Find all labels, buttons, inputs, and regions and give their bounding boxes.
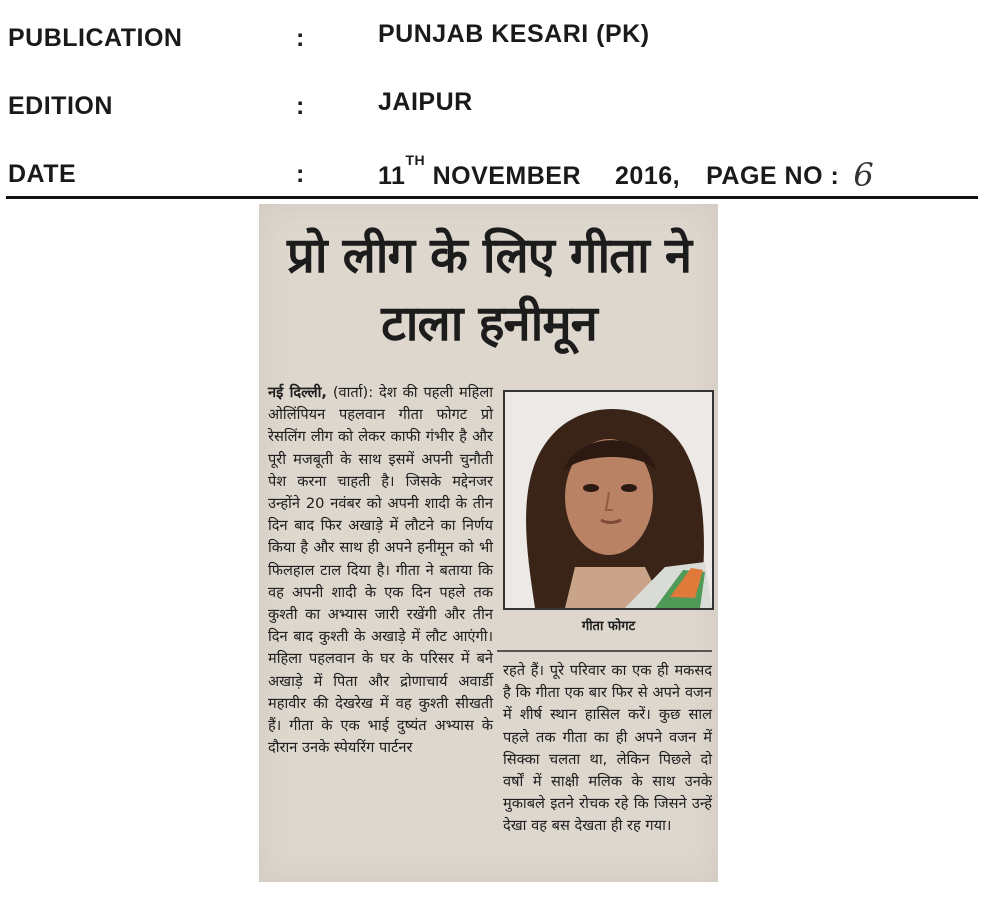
date-row bbox=[0, 154, 1007, 194]
article-body-left: देश की पहली महिला ओलिंपियन पहलवान गीता फोगट प्रो रेसलिंग लीग को लेकर काफी गंभीर है और पूरी मजबूती के साथ इसमें अपनी चुनौती पेश करना चाहती है। जिसके मद्देनजर उन्होंने 20 नवंबर को अपनी शादी के तीन दिन बाद फिर अखाड़े में लौटने का निर्णय किया है और साथ ही अपने हनीमून को भी फिलहाल टाल दिया है। गीता ने बताया कि वह अपनी शादी के एक दिन पहले तक कुश्ती का अभ्यास जारी रखेंगी और तीन दिन बाद कुश्ती के अखाड़े में लौट आएंगी। महिला पहलवान के घर के परिसर में बने अखाड़े में पिता और द्रोणाचार्य अवार्डी महावीर की देखरेख में वह कुश्ती सीखती हैं। गीता के एक भाई दुष्यंत अभ्यास के दौरान उनके स्पेयरिंग पार्टनर bbox=[268, 384, 493, 757]
date-month: NOVEMBER bbox=[432, 162, 582, 190]
portrait-image bbox=[505, 392, 712, 608]
article-dateline: नई दिल्ली, bbox=[268, 384, 327, 401]
publication-value: PUNJAB KESARI (PK) bbox=[378, 20, 650, 48]
publication-row bbox=[0, 20, 1007, 60]
article-column-right: रहते हैं। पूरे परिवार का एक ही मकसद है कि गीता एक बार फिर से अपने वजन में शीर्ष स्थान हासिल करें। कुछ साल पहले तक गीता का ही अपने वजन में सिक्का चलता था, लेकिन पिछले दो वर्षों में साक्षी मलिक के साथ उनके मुकाबले इतने रोचक रहे कि जिसने उन्हें देखा वह बस देखता ही रह गया। bbox=[503, 662, 712, 835]
date-label: DATE bbox=[8, 160, 77, 188]
edition-label: EDITION bbox=[8, 92, 113, 120]
date-ordinal: TH bbox=[405, 152, 426, 168]
photo-caption: गीता फोगट bbox=[581, 619, 636, 634]
caption-divider bbox=[497, 650, 712, 652]
publication-colon: : bbox=[296, 24, 305, 52]
edition-row bbox=[0, 88, 1007, 128]
page-number-handwritten: 6 bbox=[853, 156, 875, 194]
newspaper-clipping bbox=[259, 204, 718, 882]
article-column-left bbox=[268, 382, 493, 759]
article-agency: (वार्ता): bbox=[332, 384, 380, 401]
header-divider bbox=[6, 196, 978, 199]
date-value bbox=[378, 154, 874, 192]
date-day: 11 bbox=[378, 162, 406, 190]
article-photo bbox=[503, 390, 714, 610]
date-year: 2016, bbox=[615, 162, 681, 190]
date-colon: : bbox=[296, 160, 305, 188]
publication-label: PUBLICATION bbox=[8, 24, 183, 52]
edition-value: JAIPUR bbox=[378, 88, 473, 116]
article-headline: प्रो लीग के लिए गीता ने टाला हनीमून bbox=[286, 227, 692, 352]
page-no-label: PAGE NO : bbox=[706, 162, 840, 190]
edition-colon: : bbox=[296, 92, 305, 120]
